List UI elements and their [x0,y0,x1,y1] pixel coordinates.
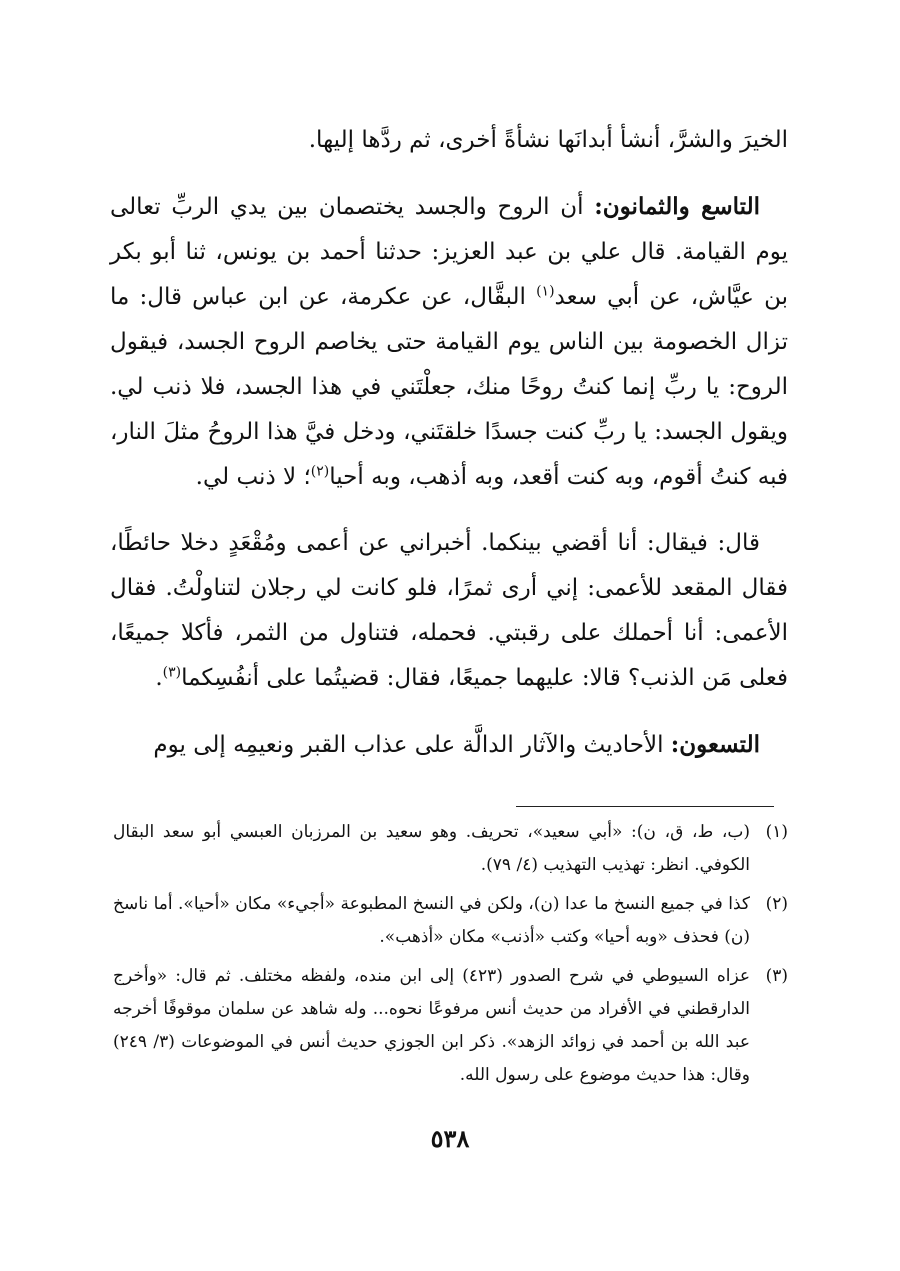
footnotes [113,816,788,1098]
footnote-2-number: (٢) [765,894,788,914]
page-number: ٥٣٨ [430,1124,470,1153]
footnote-3-number: (٣) [765,966,788,986]
paragraph-2 [110,184,788,500]
section-89-heading: التاسع والثمانون: [594,193,760,220]
footnote-1-number: (١) [765,822,788,842]
paragraph-1 [110,118,788,163]
footnote-3-text: عزاه السيوطي في شرح الصدور (٤٢٣) إلى ابن منده، ولفظه مختلف. ثم قال: «وأخرج الدارقطني في الأفراد من حديث أنس مرفوعًا نحوه... وله شاهد عن سلمان موقوفًا أخرجه عبد الله بن أحمد في زوائد الزهد». ذكر ابن الجوزي حديث أنس في الموضوعات (٣/ ٢٤٩) وقال: هذا حديث موضوع على رسول الله. [113,966,750,1085]
paragraph-1-text: الخيرَ والشرَّ، أنشأ أبدانَها نشأةً أخرى، ثم ردَّها إليها. [308,127,788,153]
paragraph-3-end: . [155,665,163,691]
main-text [110,118,788,789]
footnote-ref-1[interactable]: (١) [536,283,555,300]
footnote-2 [113,888,788,954]
footnote-1-text: (ب، ط، ق، ن): «أبي سعيد»، تحريف. وهو سعيد بن المرزبان العبسي أبو سعد البقال الكوفي. انظر: تهذيب التهذيب (٤/ ٧٩). [113,822,750,875]
paragraph-3 [110,521,788,701]
paragraph-2-text-b: البقَّال، عن عكرمة، عن ابن عباس قال: ما تزال الخصومة بين الناس يوم القيامة حتى يخاصم الروح الجسد، فيقول الروح: يا ربِّ إنما كنتُ روحًا منك، جعلْتَني في هذا الجسد، فلا ذنب لي. ويقول الجسد: يا ربِّ كنت جسدًا خلقتَني، ودخل فيَّ هذا الروحُ مثلَ النار، فبه كنتُ أقوم، وبه كنت أقعد، وبه أذهب، وبه أحيا [110,284,788,490]
footnote-ref-2[interactable]: (٢) [310,463,330,480]
footnote-ref-3[interactable]: (٣) [162,664,182,681]
paragraph-2-text-c: ؛ لا ذنب لي. [195,464,311,490]
footnote-2-text: كذا في جميع النسخ ما عدا (ن)، ولكن في النسخ المطبوعة «أجيء» مكان «أحيا». أما ناسخ (ن) فحذف «وبه أحيا» وكتب «أذنب» مكان «أذهب». [113,894,750,947]
footnote-separator [516,806,774,807]
paragraph-4-text: الأحاديث والآثار الدالَّة على عذاب القبر ونعيمِه إلى يوم [153,732,671,758]
footnote-1 [113,816,788,882]
paragraph-2-text-a: أن الروح والجسد يختصمان بين يدي الربِّ تعالى يوم القيامة. قال علي بن عبد العزيز: حدثنا أحمد بن يونس، ثنا أبو بكر بن عيَّاش، عن أبي سعد [110,194,788,310]
section-90-heading: التسعون: [670,731,760,758]
paragraph-3-text: قال: فيقال: أنا أقضي بينكما. أخبراني عن أعمى ومُقْعَدٍ دخلا حائطًا، فقال المقعد للأعمى: إني أرى ثمرًا، فلو كانت لي رجلان لتناولْتُ. فقال الأعمى: أنا أحملك على رقبتي. فحمله، فتناول من الثمر، فأكلا جميعًا، فعلى مَن الذنب؟ قالا: عليهما جميعًا، فقال: قضيتُما على أنفُسِكما [110,530,788,691]
footnote-3 [113,960,788,1092]
paragraph-4 [110,722,788,768]
